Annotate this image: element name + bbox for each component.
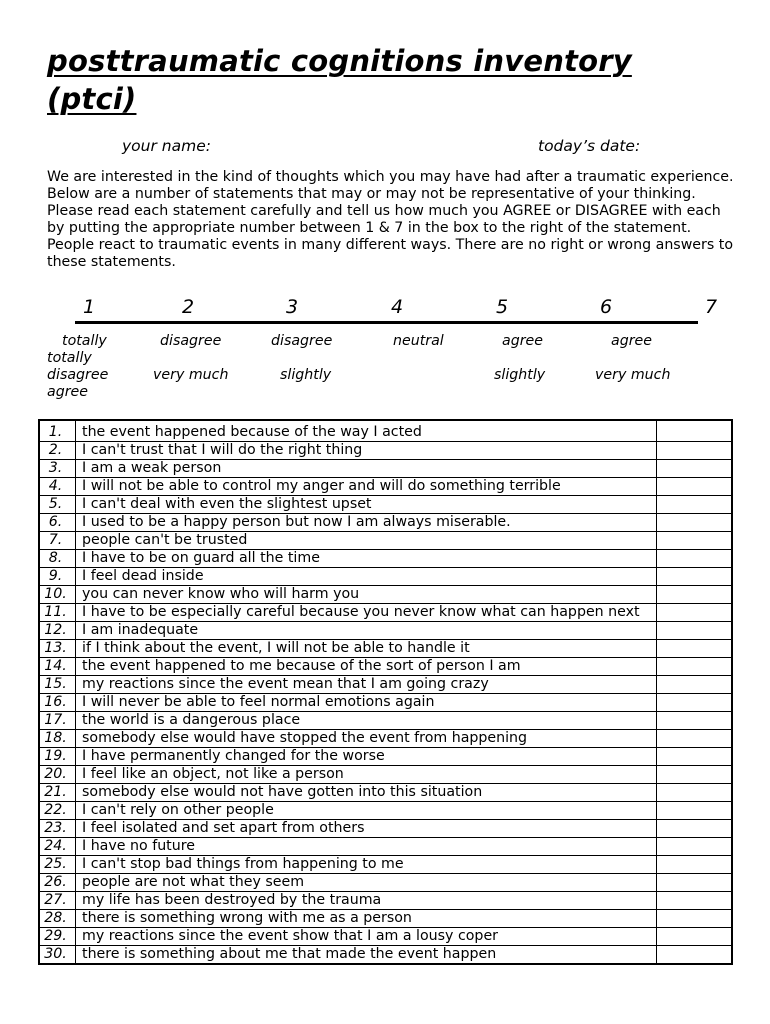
table-row	[39, 420, 732, 442]
scale-label-3: disagree	[271, 333, 333, 349]
item-statement: I feel like an object, not like a person	[76, 766, 657, 784]
item-number: 8.	[39, 550, 76, 568]
scale-label-2: very much	[153, 367, 229, 383]
rating-answer-box[interactable]	[657, 802, 733, 820]
date-field-label: today’s date:	[538, 137, 641, 155]
item-statement: I have to be especially careful because you never know what can happen next	[76, 604, 657, 622]
rating-answer-box[interactable]	[657, 640, 733, 658]
item-number: 18.	[39, 730, 76, 748]
rating-answer-box[interactable]	[657, 420, 733, 442]
table-row	[39, 766, 732, 784]
item-statement: the event happened to me because of the sort of person I am	[76, 658, 657, 676]
instructions	[47, 169, 737, 271]
item-statement: somebody else would not have gotten into this situation	[76, 784, 657, 802]
scale-label-5: slightly	[494, 367, 546, 383]
table-row	[39, 946, 732, 965]
item-number: 13.	[39, 640, 76, 658]
item-number: 12.	[39, 622, 76, 640]
table-row	[39, 550, 732, 568]
rating-answer-box[interactable]	[657, 838, 733, 856]
item-statement: my life has been destroyed by the trauma	[76, 892, 657, 910]
scale-label-1: disagree	[47, 367, 109, 383]
scale-label-2: disagree	[160, 333, 222, 349]
item-number: 16.	[39, 694, 76, 712]
table-row	[39, 874, 732, 892]
item-number: 15.	[39, 676, 76, 694]
scale-number-2: 2	[182, 296, 195, 318]
table-row	[39, 856, 732, 874]
item-statement: I will not be able to control my anger and will do something terrible	[76, 478, 657, 496]
item-statement: people are not what they seem	[76, 874, 657, 892]
statements-table	[38, 419, 733, 965]
rating-answer-box[interactable]	[657, 514, 733, 532]
item-statement: I can't stop bad things from happening to me	[76, 856, 657, 874]
scale-label-7: totally	[47, 350, 92, 366]
rating-answer-box[interactable]	[657, 442, 733, 460]
rating-answer-box[interactable]	[657, 730, 733, 748]
scale-number-1: 1	[83, 296, 96, 318]
table-row	[39, 478, 732, 496]
rating-answer-box[interactable]	[657, 622, 733, 640]
item-number: 11.	[39, 604, 76, 622]
table-row	[39, 640, 732, 658]
rating-answer-box[interactable]	[657, 460, 733, 478]
table-row	[39, 658, 732, 676]
item-statement: I feel dead inside	[76, 568, 657, 586]
rating-answer-box[interactable]	[657, 586, 733, 604]
scale-number-6: 6	[600, 296, 613, 318]
item-statement: I have no future	[76, 838, 657, 856]
rating-answer-box[interactable]	[657, 856, 733, 874]
table-row	[39, 460, 732, 478]
rating-answer-box[interactable]	[657, 694, 733, 712]
item-statement: people can't be trusted	[76, 532, 657, 550]
item-statement: my reactions since the event mean that I am going crazy	[76, 676, 657, 694]
item-number: 24.	[39, 838, 76, 856]
table-row	[39, 910, 732, 928]
scale-label-5: agree	[502, 333, 543, 349]
scale-line	[75, 321, 698, 324]
rating-answer-box[interactable]	[657, 874, 733, 892]
table-row	[39, 442, 732, 460]
item-statement: if I think about the event, I will not be able to handle it	[76, 640, 657, 658]
instructions-paragraph: Please read each statement carefully and tell us how much you AGREE or DISAGREE with each by putting the appropriate number between 1 & 7 in the box to the right of the statement. People react to traumatic events in many different ways. There are no right or wrong answers to these statements.	[47, 203, 734, 270]
item-number: 19.	[39, 748, 76, 766]
item-statement: I can't rely on other people	[76, 802, 657, 820]
instructions-paragraph: We are interested in the kind of thoughts which you may have had after a traumatic experience. Below are a number of statements that may or may not be representative of your thinking.	[47, 169, 734, 202]
scale-number-3: 3	[286, 296, 299, 318]
table-row	[39, 676, 732, 694]
table-row	[39, 838, 732, 856]
table-row	[39, 748, 732, 766]
rating-answer-box[interactable]	[657, 532, 733, 550]
rating-answer-box[interactable]	[657, 820, 733, 838]
table-row	[39, 622, 732, 640]
item-statement: I feel isolated and set apart from others	[76, 820, 657, 838]
item-number: 9.	[39, 568, 76, 586]
item-statement: the event happened because of the way I acted	[76, 420, 657, 442]
item-statement: I have permanently changed for the worse	[76, 748, 657, 766]
rating-answer-box[interactable]	[657, 784, 733, 802]
item-statement: there is something wrong with me as a person	[76, 910, 657, 928]
item-number: 3.	[39, 460, 76, 478]
item-number: 6.	[39, 514, 76, 532]
item-number: 23.	[39, 820, 76, 838]
table-row	[39, 892, 732, 910]
table-row	[39, 694, 732, 712]
table-row	[39, 730, 732, 748]
item-statement: I can't deal with even the slightest upset	[76, 496, 657, 514]
table-row	[39, 532, 732, 550]
rating-answer-box[interactable]	[657, 496, 733, 514]
scale-number-4: 4	[391, 296, 404, 318]
rating-answer-box[interactable]	[657, 748, 733, 766]
rating-answer-box[interactable]	[657, 478, 733, 496]
item-number: 17.	[39, 712, 76, 730]
scale-number-5: 5	[496, 296, 509, 318]
rating-answer-box[interactable]	[657, 676, 733, 694]
item-statement: the world is a dangerous place	[76, 712, 657, 730]
item-number: 27.	[39, 892, 76, 910]
item-statement: I have to be on guard all the time	[76, 550, 657, 568]
item-statement: I am a weak person	[76, 460, 657, 478]
item-number: 22.	[39, 802, 76, 820]
item-number: 29.	[39, 928, 76, 946]
name-field-label: your name:	[122, 137, 211, 155]
scale-label-3: slightly	[280, 367, 332, 383]
page-title: posttraumatic cognitions inventory (ptci)	[47, 44, 632, 116]
rating-answer-box[interactable]	[657, 550, 733, 568]
rating-answer-box[interactable]	[657, 766, 733, 784]
scale-label-7: agree	[47, 384, 88, 400]
item-number: 5.	[39, 496, 76, 514]
item-statement: you can never know who will harm you	[76, 586, 657, 604]
scale-number-7: 7	[705, 296, 718, 318]
table-row	[39, 604, 732, 622]
rating-answer-box[interactable]	[657, 604, 733, 622]
table-row	[39, 586, 732, 604]
item-number: 30.	[39, 946, 76, 965]
item-number: 25.	[39, 856, 76, 874]
item-number: 10.	[39, 586, 76, 604]
table-row	[39, 496, 732, 514]
rating-answer-box[interactable]	[657, 892, 733, 910]
rating-answer-box[interactable]	[657, 910, 733, 928]
scale-label-6: very much	[595, 367, 671, 383]
scale-label-6: agree	[611, 333, 652, 349]
table-row	[39, 784, 732, 802]
item-number: 4.	[39, 478, 76, 496]
table-row	[39, 802, 732, 820]
item-statement: I can't trust that I will do the right thing	[76, 442, 657, 460]
item-number: 21.	[39, 784, 76, 802]
item-number: 14.	[39, 658, 76, 676]
item-number: 28.	[39, 910, 76, 928]
rating-answer-box[interactable]	[657, 712, 733, 730]
rating-answer-box[interactable]	[657, 568, 733, 586]
item-statement: I will never be able to feel normal emotions again	[76, 694, 657, 712]
table-row	[39, 820, 732, 838]
rating-answer-box[interactable]	[657, 928, 733, 946]
table-row	[39, 928, 732, 946]
item-statement: I am inadequate	[76, 622, 657, 640]
item-statement: my reactions since the event show that I am a lousy coper	[76, 928, 657, 946]
item-statement: somebody else would have stopped the event from happening	[76, 730, 657, 748]
item-number: 26.	[39, 874, 76, 892]
item-number: 20.	[39, 766, 76, 784]
scale-label-1: totally	[62, 333, 107, 349]
table-row	[39, 568, 732, 586]
table-row	[39, 712, 732, 730]
table-row	[39, 514, 732, 532]
item-number: 7.	[39, 532, 76, 550]
scale-label-4: neutral	[393, 333, 444, 349]
item-number: 1.	[39, 420, 76, 442]
item-statement: I used to be a happy person but now I am always miserable.	[76, 514, 657, 532]
rating-answer-box[interactable]	[657, 658, 733, 676]
item-number: 2.	[39, 442, 76, 460]
item-statement: there is something about me that made the event happen	[76, 946, 657, 965]
rating-answer-box[interactable]	[657, 946, 733, 965]
